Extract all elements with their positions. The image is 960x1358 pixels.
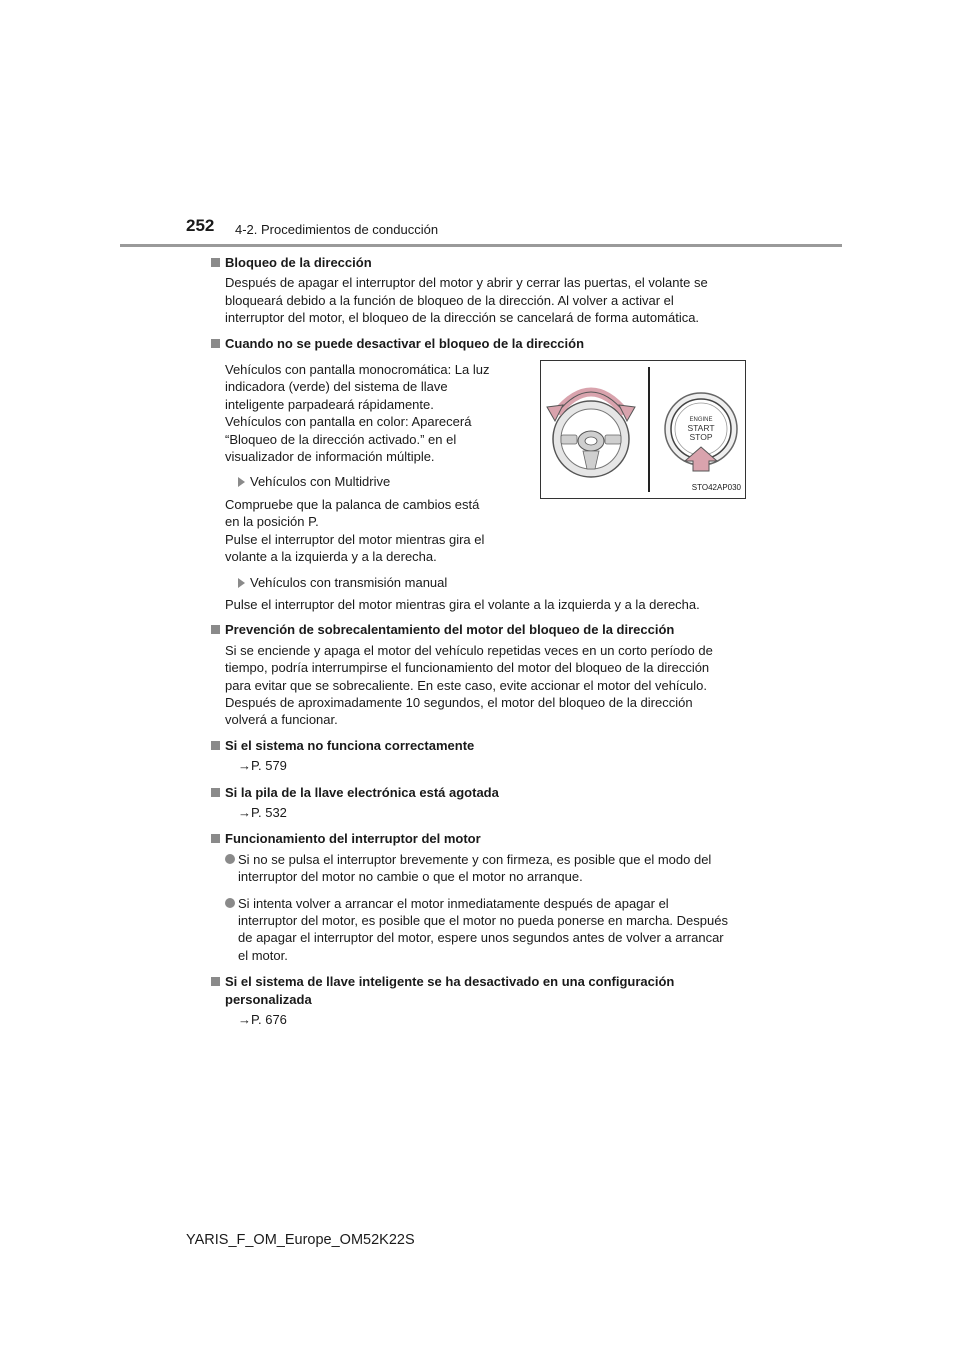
text-line: Si intenta volver a arrancar el motor inmediatamente después de apagar el [238,895,669,911]
text-line: personalizada [225,991,312,1007]
text-line: para evitar que se sobrecaliente. En este caso, evite accionar el motor del vehículo. [225,677,707,693]
text-line: inteligente parpadeará rápidamente. [225,396,434,412]
text-line: tiempo, podría interrumpirse el funcionamiento del motor del bloqueo de la dirección [225,660,710,676]
para-bloqueo [211,274,746,326]
button-text-stop: STOP [689,432,713,443]
heading-no-funciona: Si el sistema no funciona correctamente [211,737,746,754]
text-line: Vehículos con pantalla monocromática: La luz [225,362,490,378]
page-reference-link[interactable]: →P. 579 [238,758,287,774]
heading-sobrecalentamiento: Prevención de sobrecalentamiento del motor del bloqueo de la dirección [211,621,746,638]
text-line: Pulse el interruptor del motor mientras gira el [225,531,485,547]
text-line: interruptor del motor no cambie o que el motor no arranque. [238,869,583,885]
heading-pila-agotada: Si la pila de la llave electrónica está agotada [211,784,746,801]
sub-heading-manual [211,574,746,591]
header-rule [120,244,842,247]
button-text-engine: ENGINE [689,417,713,424]
page-reference-link[interactable]: →P. 676 [238,1012,287,1028]
bullet-item [211,895,746,965]
text-line: Si el sistema de llave inteligente se ha desactivado en una configuración [225,974,675,990]
steering-figure [540,360,746,499]
text-line: en la posición P. [225,514,319,530]
page-content [211,254,746,1037]
heading-funcionamiento: Funcionamiento del interruptor del motor [211,830,746,847]
steering-wheel-icon [553,401,629,477]
page-reference-link[interactable]: →P. 532 [238,804,287,820]
bullet-item [211,851,746,886]
text-line: volverá a funcionar. [225,712,338,728]
heading-bloqueo: Bloqueo de la dirección [211,254,746,271]
text-line: Después de apagar el interruptor del motor y abrir y cerrar las puertas, el volante se [225,275,708,291]
heading-no-desactivar: Cuando no se puede desactivar el bloqueo de la dirección [211,335,746,352]
sub-label: Vehículos con transmisión manual [250,574,448,590]
steering-text [225,355,507,573]
triangle-bullet-icon [238,578,245,588]
footer-code: YARIS_F_OM_Europe_OM52K22S [186,1232,415,1248]
triangle-bullet-icon [238,477,245,487]
button-text-start: START [687,423,715,434]
section-header: 4-2. Procedimientos de conducción [235,222,439,237]
text-line: indicadora (verde) del sistema de llave [225,379,448,395]
text-line: interruptor del motor, es posible que el motor no pueda ponerse en marcha. Después [238,913,728,928]
text-line: Si no se pulsa el interruptor brevemente y con firmeza, es posible que el modo del [238,851,712,867]
heading-llave-desactivada [211,973,746,1008]
steering-illustration [541,361,745,498]
text-line: de apagar el interruptor del motor, espere unos segundos antes de volver a arrancar [238,930,724,946]
page-number: 252 [186,216,215,235]
text-line: visualizador de información múltiple. [225,449,435,465]
figure-code: STO42AP030 [691,482,741,492]
text-line: Si se enciende y apaga el motor del vehículo repetidas veces en un corto período de [225,642,713,658]
text-line: volante a la izquierda y a la derecha. [225,549,437,565]
para-sobrecalentamiento [211,642,746,729]
text-line: bloqueará debido a la función de bloqueo de la dirección. Al volver a activar el [225,292,674,308]
text-line: Vehículos con pantalla en color: Aparecerá [225,414,472,430]
text-line: Después de aproximadamente 10 segundos, el motor del bloqueo de la dirección [225,694,693,710]
para-manual: Pulse el interruptor del motor mientras gira el volante a la izquierda y a la derecha. [225,596,700,612]
text-line: Compruebe que la palanca de cambios está [225,496,480,512]
text-line: interruptor del motor, el bloqueo de la dirección se cancelará de forma automática. [225,310,700,326]
text-line: “Bloqueo de la dirección activado.” en el [225,431,457,447]
steering-block [211,355,746,573]
sub-heading-multidrive [225,473,507,490]
text-line: el motor. [238,947,288,963]
sub-label: Vehículos con Multidrive [250,474,391,490]
